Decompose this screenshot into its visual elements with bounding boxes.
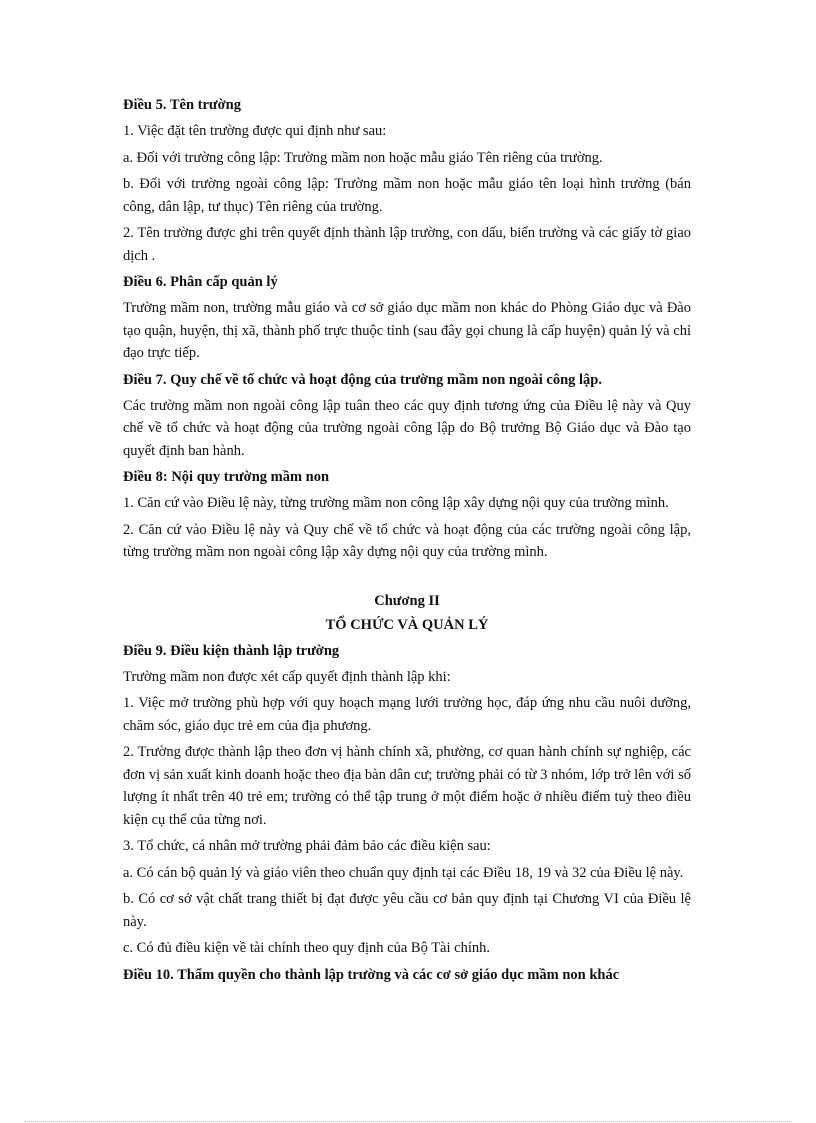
chapter-number: Chương II bbox=[374, 592, 440, 609]
article-9-para-2: 1. Việc mở trường phù hợp với quy hoạch mạng lưới trường học, đáp ứng nhu cầu nuôi dưỡng, chăm sóc, giáo dục trẻ em của địa phương. bbox=[123, 695, 691, 734]
article-9-para-6: b. Có cơ sở vật chất trang thiết bị đạt được yêu cầu cơ bản quy định tại Chương VI của Điều lệ này. bbox=[123, 891, 691, 930]
article-6-para-1: Trường mầm non, trường mẫu giáo và cơ sở giáo dục mầm non khác do Phòng Giáo dục và Đào tạo quận, huyện, thị xã, thành phố trực thuộc tỉnh (sau đây gọi chung là cấp huyện) quản lý và chỉ đạo trực tiếp. bbox=[123, 300, 691, 361]
article-8-para-1: 1. Căn cứ vào Điều lệ này, từng trường mầm non công lập xây dựng nội quy của trường mình. bbox=[123, 495, 669, 511]
document-page bbox=[123, 94, 691, 990]
article-9-heading: Điều 9. Điều kiện thành lập trường bbox=[123, 642, 340, 659]
article-9-para-1: Trường mầm non được xét cấp quyết định thành lập khi: bbox=[123, 668, 451, 685]
article-5-heading: Điều 5. Tên trường bbox=[123, 97, 241, 113]
article-5-para-1: 1. Việc đặt tên trường được qui định như sau: bbox=[123, 123, 387, 139]
article-8-heading: Điều 8: Nội quy trường mầm non bbox=[123, 469, 330, 485]
article-10-heading: Điều 10. Thẩm quyền cho thành lập trường và các cơ sở giáo dục mầm non khác bbox=[123, 966, 620, 983]
article-5-para-2: a. Đối với trường công lập: Trường mầm non hoặc mẫu giáo Tên riêng của trường. bbox=[123, 149, 603, 166]
article-7-para-1: Các trường mầm non ngoài công lập tuân theo các quy định tương ứng của Điều lệ này và Quy chế về tổ chức và hoạt động của trường ngoài công lập do Bộ trưởng Bộ Giáo dục và Đào tạo quyết định ban hành. bbox=[123, 397, 691, 459]
page-bottom-rule bbox=[24, 1121, 792, 1122]
article-9-para-5: a. Có cán bộ quản lý và giáo viên theo chuẩn quy định tại các Điều 18, 19 và 32 của Điều lệ này. bbox=[123, 864, 684, 881]
chapter-title: TỔ CHỨC VÀ QUẢN LÝ bbox=[325, 616, 489, 633]
article-7-heading: Điều 7. Quy chế về tổ chức và hoạt động của trường mầm non ngoài công lập. bbox=[123, 371, 602, 388]
article-9-para-4: 3. Tổ chức, cá nhân mở trường phải đảm bảo các điều kiện sau: bbox=[123, 838, 491, 854]
article-8-para-2: 2. Căn cứ vào Điều lệ này và Quy chế về tổ chức và hoạt động của các trường ngoài công lập, từng trường mầm non ngoài công lập xây dựng nội quy của trường mình. bbox=[123, 521, 691, 560]
article-5-para-4: 2. Tên trường được ghi trên quyết định thành lập trường, con dấu, biển trường và các giấy tờ giao dịch . bbox=[123, 225, 691, 264]
article-9-para-3: 2. Trường được thành lập theo đơn vị hành chính xã, phường, cơ quan hành chính sự nghiệp, các đơn vị sản xuất kinh doanh hoặc theo địa bàn dân cư; trường phải có từ 3 nhóm, lớp trở lên với số lượng ít nhất trên 40 trẻ em; trường có thể tập trung ở một điểm hoặc ở nhiều điểm tuỳ theo điều kiện cụ thể của từng nơi. bbox=[123, 744, 691, 828]
article-5-para-3: b. Đối với trường ngoài công lập: Trường mầm non hoặc mẫu giáo tên loại hình trường (bán công, dân lập, tư thục) Tên riêng của trường. bbox=[123, 176, 691, 215]
article-9-para-7: c. Có đủ điều kiện về tài chính theo quy định của Bộ Tài chính. bbox=[123, 940, 490, 956]
article-6-heading: Điều 6. Phân cấp quản lý bbox=[123, 274, 278, 290]
